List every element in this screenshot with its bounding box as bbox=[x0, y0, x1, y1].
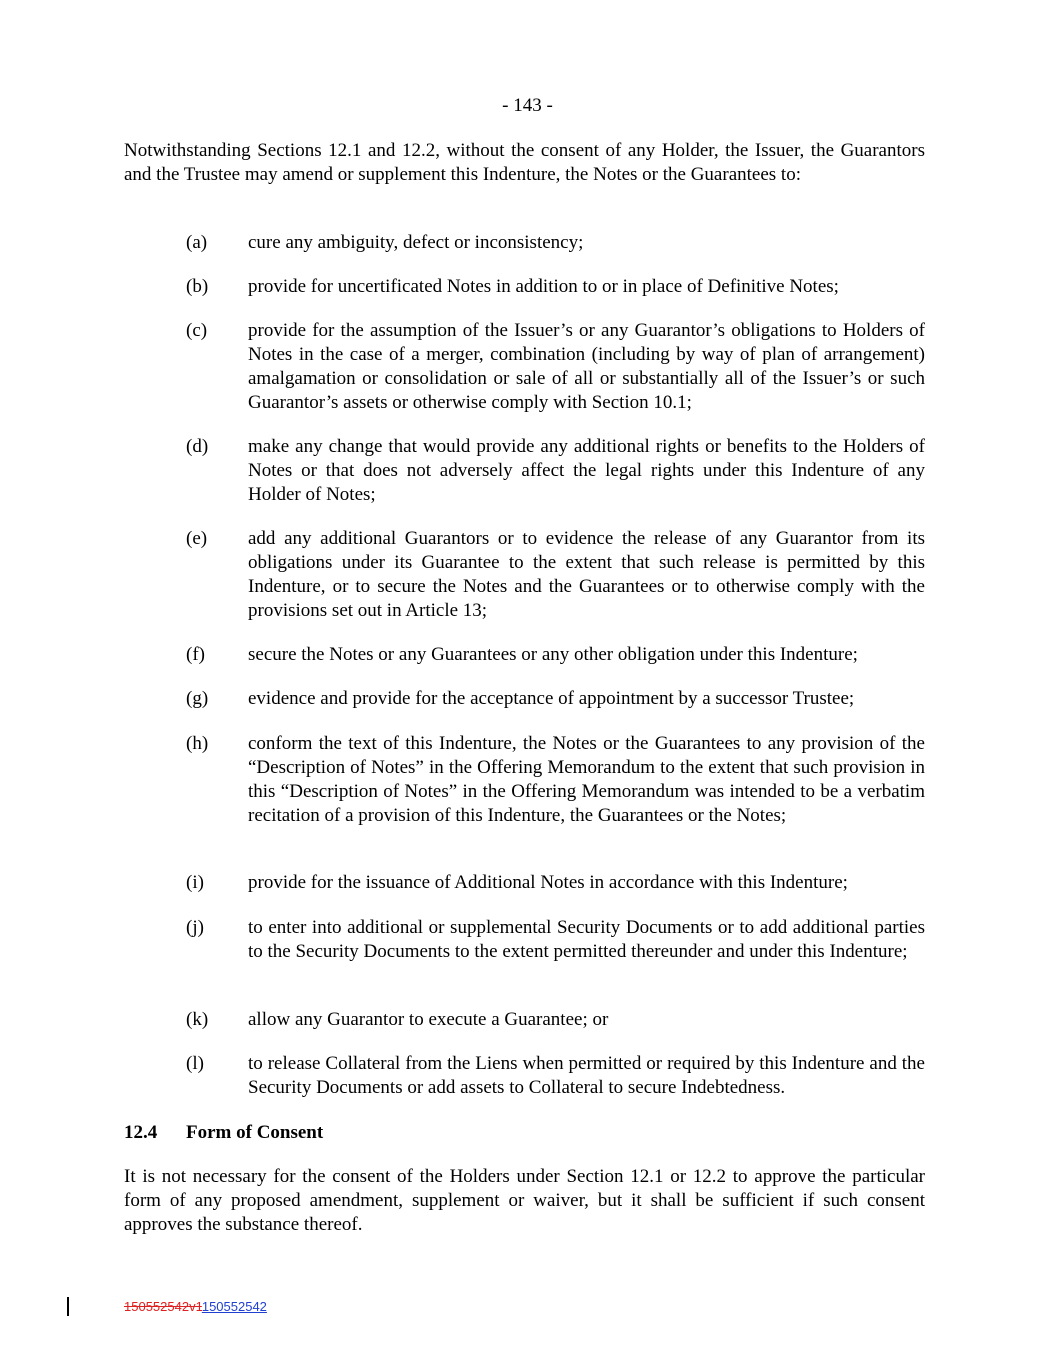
item-label: (f) bbox=[186, 644, 205, 665]
item-label: (k) bbox=[186, 1009, 209, 1030]
item-label: (g) bbox=[186, 688, 209, 709]
page-number: - 143 - bbox=[502, 95, 553, 116]
deleted-doc-id: 150552542v1 bbox=[124, 1299, 202, 1314]
inserted-doc-id: 150552542 bbox=[201, 1299, 267, 1314]
intro-paragraph: Notwithstanding Sections 12.1 and 12.2, without the consent of any Holder, the Issuer, the Guarantors and the Trustee may amend or supplement this Indenture, the Notes or the Guarantees to: bbox=[124, 140, 925, 185]
item-text: evidence and provide for the acceptance of appointment by a successor Trustee; bbox=[248, 688, 855, 709]
item-label: (c) bbox=[186, 320, 208, 341]
item-text: make any change that would provide any additional rights or benefits to the Holders of Notes or that does not adversely affect the legal rights under this Indenture of any Holder of Notes; bbox=[248, 436, 925, 505]
change-bar bbox=[67, 1297, 69, 1316]
item-text: provide for the issuance of Additional Notes in accordance with this Indenture; bbox=[248, 872, 848, 893]
item-text: secure the Notes or any Guarantees or any other obligation under this Indenture; bbox=[248, 644, 858, 665]
item-label: (d) bbox=[186, 436, 209, 457]
item-label: (e) bbox=[186, 528, 208, 549]
closing-paragraph: It is not necessary for the consent of the Holders under Section 12.1 or 12.2 to approve the particular form of any proposed amendment, supplement or waiver, but it shall be sufficient if such consent approves the substance thereof. bbox=[124, 1166, 925, 1235]
item-label: (b) bbox=[186, 276, 209, 297]
document-id-footer bbox=[124, 1299, 267, 1315]
item-text: allow any Guarantor to execute a Guarantee; or bbox=[248, 1009, 609, 1030]
item-text: conform the text of this Indenture, the Notes or the Guarantees to any provision of the “Description of Notes” in the Offering Memorandum to the extent that such provision in this “Description of Notes” in the Offering Memorandum was intended to be a verbatim recitation of a provision of this Indenture, the Guarantees or the Notes; bbox=[248, 733, 925, 826]
item-label: (h) bbox=[186, 733, 209, 754]
item-text: to release Collateral from the Liens when permitted or required by this Indenture and the Security Documents or add assets to Collateral to secure Indebtedness. bbox=[248, 1053, 925, 1098]
section-title: Form of Consent bbox=[186, 1122, 324, 1143]
item-text: to enter into additional or supplemental Security Documents or to add additional parties to the Security Documents to the extent permitted thereunder and under this Indenture; bbox=[248, 917, 925, 962]
item-text: provide for uncertificated Notes in addition to or in place of Definitive Notes; bbox=[248, 276, 839, 297]
item-label: (a) bbox=[186, 232, 208, 253]
item-text: add any additional Guarantors or to evidence the release of any Guarantor from its obligations under its Guarantee to the extent that such release is permitted by this Indenture, or to secure the Notes and the Guarantees or to otherwise comply with the provisions set out in Article 13; bbox=[248, 528, 925, 621]
item-text: provide for the assumption of the Issuer’s or any Guarantor’s obligations to Holders of Notes in the case of a merger, combination (including by way of plan of arrangement) amalgamation or consolidation or sale of all or substantially all of the Issuer’s or such Guarantor’s assets or otherwise comply with Section 10.1; bbox=[248, 320, 925, 413]
item-label: (j) bbox=[186, 917, 204, 938]
section-number: 12.4 bbox=[124, 1122, 158, 1143]
section-heading bbox=[124, 1121, 323, 1145]
item-label: (i) bbox=[186, 872, 204, 893]
item-text: cure any ambiguity, defect or inconsistency; bbox=[248, 232, 584, 253]
item-label: (l) bbox=[186, 1053, 204, 1074]
